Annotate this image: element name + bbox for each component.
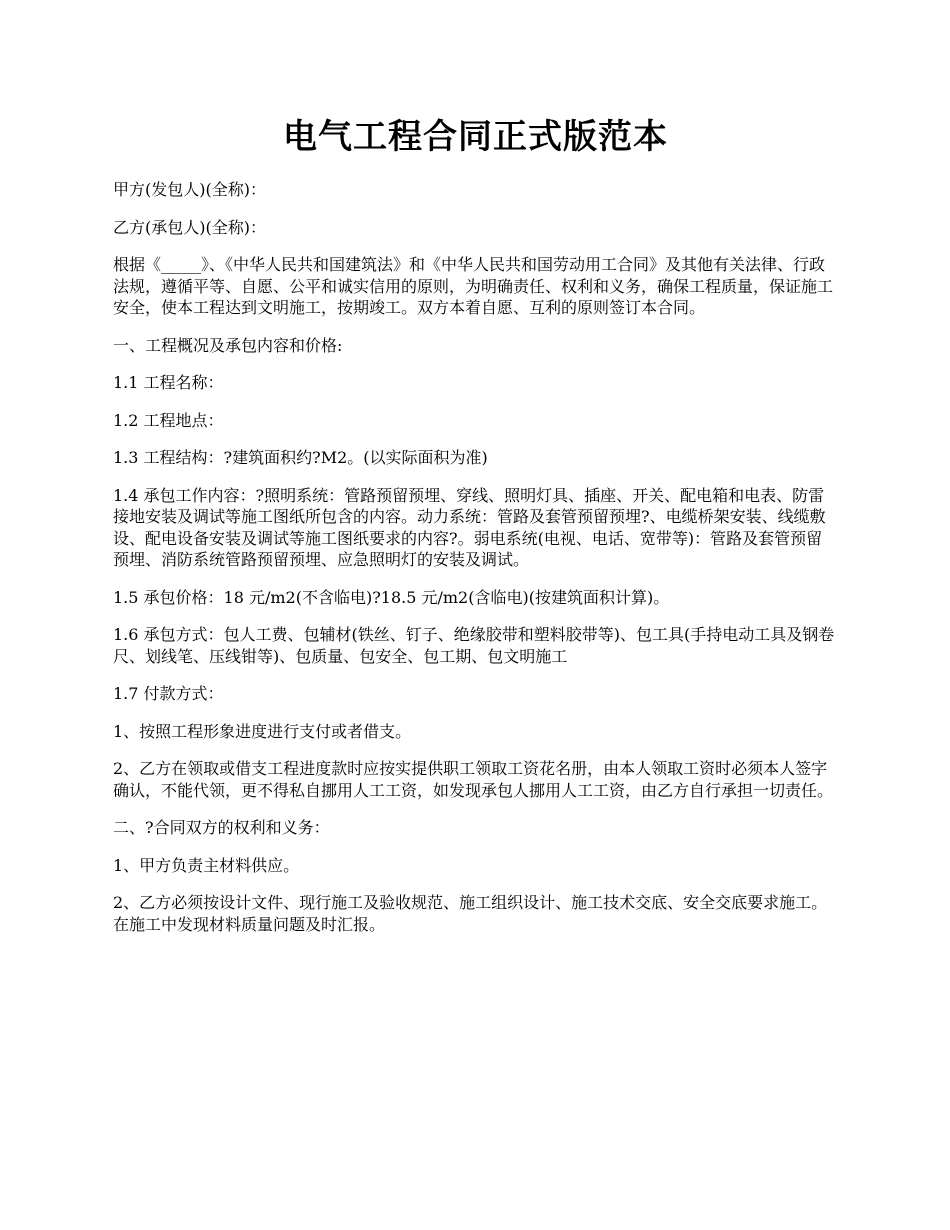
obligation-item-2: 2、乙方必须按设计文件、现行施工及验收规范、施工组织设计、施工技术交底、安全交底要求施工。在施工中发现材料质量问题及时汇报。 bbox=[113, 893, 828, 934]
section-heading-1: 一、工程概况及承包内容和价格: bbox=[113, 335, 343, 355]
preamble-paragraph: 根据《_____》、《中华人民共和国建筑法》和《中华人民共和国劳动用工合同》及其他有关法律、行政法规，遵循平等、自愿、公平和诚实信用的原则，为明确责任、权利和义务，确保工程质量，保证施工安全，使本工程达到文明施工，按期竣工。双方本着自愿、互利的原则签订本合同。 bbox=[113, 255, 834, 317]
party-a-line: 甲方(发包人)(全称)： bbox=[113, 180, 266, 199]
party-b-line: 乙方(承包人)(全称)： bbox=[113, 217, 266, 237]
clause-1-6: 1.6 承包方式：包人工费、包辅材(铁丝、钉子、绝缘胶带和塑料胶带等)、包工具(手持电动工具及钢卷尺、划线笔、压线钳等)、包质量、包安全、包工期、包文明施工 bbox=[113, 625, 835, 666]
clause-1-2: 1.2 工程地点： bbox=[113, 410, 224, 430]
payment-item-2: 2、乙方在领取或借支工程进度款时应按实提供职工领取工资花名册，由本人领取工资时必须本人签字确认，不能代领，更不得私自挪用人工工资，如发现承包人挪用人工工资，由乙方自行承担一切责任。 bbox=[113, 759, 834, 800]
clause-1-7: 1.7 付款方式： bbox=[113, 684, 224, 703]
clause-1-3: 1.3 工程结构：?建筑面积约?M2。(以实际面积为准) bbox=[113, 448, 488, 467]
clause-1-5: 1.5 承包价格：18 元/m2(不含临电)?18.5 元/m2(含临电)(按建筑面积计算)。 bbox=[113, 587, 670, 607]
clause-1-4: 1.4 承包工作内容：?照明系统：管路预留预埋、穿线、照明灯具、插座、开关、配电箱和电表、防雷接地安装及调试等施工图纸所包含的内容。动力系统：管路及套管预留预埋?、电缆桥架安装、线缆敷设、配电设备安装及调试等施工图纸要求的内容?。弱电系统(电视、电话、宽带等)：管路及套管预留预埋、消防系统管路预留预埋、应急照明灯的安装及调试。 bbox=[113, 485, 826, 569]
clause-1-1: 1.1 工程名称： bbox=[113, 373, 224, 392]
section-heading-2: 二、?合同双方的权利和义务： bbox=[113, 818, 330, 837]
obligation-item-1: 1、甲方负责主材料供应。 bbox=[113, 855, 300, 875]
document-title: 电气工程合同正式版范本 bbox=[283, 117, 668, 157]
payment-item-1: 1、按照工程形象进度进行支付或者借支。 bbox=[113, 721, 412, 741]
